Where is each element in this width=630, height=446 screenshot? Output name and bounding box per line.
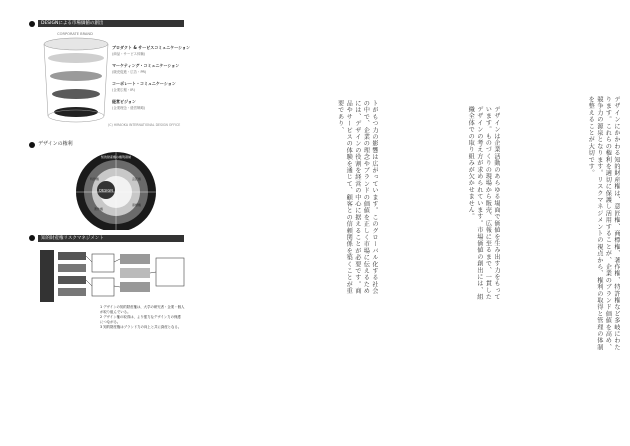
center-design-label: DESIGN <box>99 188 113 193</box>
layer-label: 経営ビジョン (企業理念・経営戦略) <box>112 99 146 110</box>
ip-risk-flow-diagram <box>38 248 188 308</box>
note-line: が取り組んでいる。 <box>100 310 131 314</box>
layer-label: マーケティング・コミュニケーション (販売促進・広告・PR) <box>112 63 180 74</box>
figure-number-1 <box>29 21 35 27</box>
svg-text:知的財産権の権利領域: 知的財産権の権利領域 <box>100 155 132 159</box>
figure-number-2 <box>29 142 35 148</box>
brand-cylinder-diagram <box>38 36 114 132</box>
figure-3-notes <box>100 305 195 330</box>
svg-text:商標権: 商標権 <box>132 203 142 207</box>
note-line: 1 デザインの知的財産権は、大学の研究者・企業・個人 <box>100 305 185 309</box>
note-line: 3 知的財産権はブランド力の向上と共に資産となる。 <box>100 325 182 329</box>
figure-1-header: DESIGNによる市場価値の創出 <box>38 20 184 27</box>
figure-3-header: 知的財産権リスクマネジメント <box>38 235 184 242</box>
body-text-column: トがもつ力の影響は広がっています。このグローバル化する社会の中で、企業の理念やブランドの価値を正しく市場に伝えるためには、デザインの役割を経営の中心に据えることが必要です。商品やサービスの体験を通じて、顧客との信頼関係を築くことが重要であり、 <box>336 100 378 295</box>
svg-text:著作権: 著作権 <box>94 207 104 211</box>
note-line: につながる。 <box>100 320 121 324</box>
layer-label: コーポレート・コミュニケーション (企業広報・IR) <box>112 81 176 92</box>
note-line: 2 デザイン権の取得は、より強力なデザイン力の保護 <box>100 315 181 319</box>
cylinder-caption: CORPORATE BRAND <box>57 32 93 36</box>
layer-label: ブロダクト & サービスコミュニケーション (商品・サービス体験) <box>112 45 191 56</box>
figure-1-source: (C) HIRAOKA INTERNATIONAL DESIGN OFFICE <box>108 123 181 127</box>
body-text-column: デザインにかかわる知的財産権は、意匠権、商標権、著作権、特許権など多岐にわたります。これらの権利を適切に保護し活用することが、企業のブランド価値を高め、競争力の源泉となります。リスクマネジメントの視点から、権利の取得と管理の体制を整えることが大切です。 <box>587 96 620 351</box>
figure-number-3 <box>29 235 35 241</box>
body-text-column: デザインは企業活動のあらゆる場面で価値を生み出す力をもっています。ものづくりの現場から販売、広報に至るまで、一貫したデザインの考え方が求められています。市場価値の創出には、組織全体での取り組みが欠かせません。 <box>467 106 500 301</box>
figure-2-title: デザインの権利 <box>38 141 73 147</box>
svg-text:特許権: 特許権 <box>90 177 100 181</box>
svg-text:意匠権: 意匠権 <box>132 177 142 181</box>
design-rights-diagram <box>38 150 188 234</box>
